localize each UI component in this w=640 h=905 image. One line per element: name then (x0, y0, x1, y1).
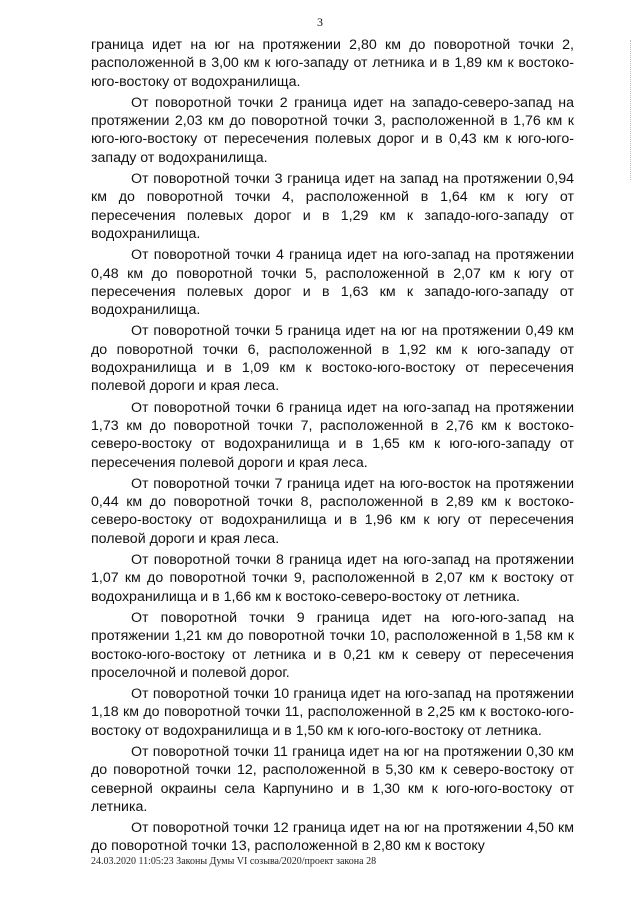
paragraph: От поворотной точки 3 граница идет на запад на протяжении 0,94 км до поворотной точки 4, расположенной в 1,64 км к югу от пересечения полевых дорог и в 1,29 км к западо-юго-западу от водохранилища. (91, 171, 574, 242)
paragraph: От поворотной точки 6 граница идет на юго-запад на протяжении 1,73 км до поворотной точки 7, расположенной в 2,76 км к востоко-северо-востоку от водохранилища и в 1,65 км к юго-юго-западу от пересечения полевой дороги и края леса. (91, 399, 574, 471)
document-body (91, 36, 574, 859)
paragraph: От поворотной точки 7 граница идет на юго-восток на протяжении 0,44 км до поворотной точки 8, расположенной в 2,89 км к востоко-северо-востоку от водохранилища и в 1,96 км к югу от пересечения полевой дороги и края леса. (91, 475, 574, 547)
paragraph: От поворотной точки 12 граница идет на юг на протяжении 4,50 км до поворотной точки 13, расположенной в 2,80 км к востоку (91, 820, 574, 855)
paragraph: От поворотной точки 11 граница идет на юг на протяжении 0,30 км до поворотной точки 12, расположенной в 5,30 км к северо-востоку от северной окраины села Карпунино и в 1,30 км к юго-юго-востоку от летника. (91, 743, 574, 815)
paragraph: От поворотной точки 5 граница идет на юг на протяжении 0,49 км до поворотной точки 6, расположенной в 1,92 км к юго-западу от водохранилища и в 1,09 км к востоко-юго-востоку от пересечения полевой дороги и края леса. (91, 323, 574, 395)
paragraph: граница идет на юг на протяжении 2,80 км до поворотной точки 2, расположенной в 3,00 км к юго-западу от летника и в 1,89 км к востоко-юго-востоку от водохранилища. (91, 37, 574, 90)
scan-margin-marks (630, 40, 634, 180)
paragraph: От поворотной точки 9 граница идет на юго-юго-запад на протяжении 1,21 км до поворотной точки 10, расположенной в 1,58 км к востоко-юго-востоку от летника и в 0,21 км к северу от пересечения проселочной и полевой дорог. (91, 609, 574, 681)
paragraph: От поворотной точки 10 граница идет на юго-запад на протяжении 1,18 км до поворотной точки 11, расположенной в 2,25 км к востоко-юго-востоку от водохранилища и в 1,50 км к юго-юго-востоку от летника. (91, 686, 574, 739)
paragraph: От поворотной точки 8 граница идет на юго-запад на протяжении 1,07 км до поворотной точки 9, расположенной в 2,07 км к востоку от водохранилища и в 1,66 км к востоко-северо-востоку от летника. (91, 552, 574, 605)
document-footer: 24.03.2020 11:05:23 Законы Думы VI созыва/2020/проект закона 28 (91, 856, 377, 867)
page-number: 3 (317, 15, 323, 29)
paragraph: От поворотной точки 2 граница идет на западо-северо-запад на протяжении 2,03 км до поворотной точки 3, расположенной в 1,76 км к юго-юго-востоку от пересечения полевых дорог и в 0,43 км к юго-юго-западу от водохранилища. (91, 94, 574, 166)
paragraph: От поворотной точки 4 граница идет на юго-запад на протяжении 0,48 км до поворотной точки 5, расположенной в 2,07 км к югу от пересечения полевых дорог и в 1,63 км к западо-юго-западу от водохранилища. (91, 247, 574, 319)
